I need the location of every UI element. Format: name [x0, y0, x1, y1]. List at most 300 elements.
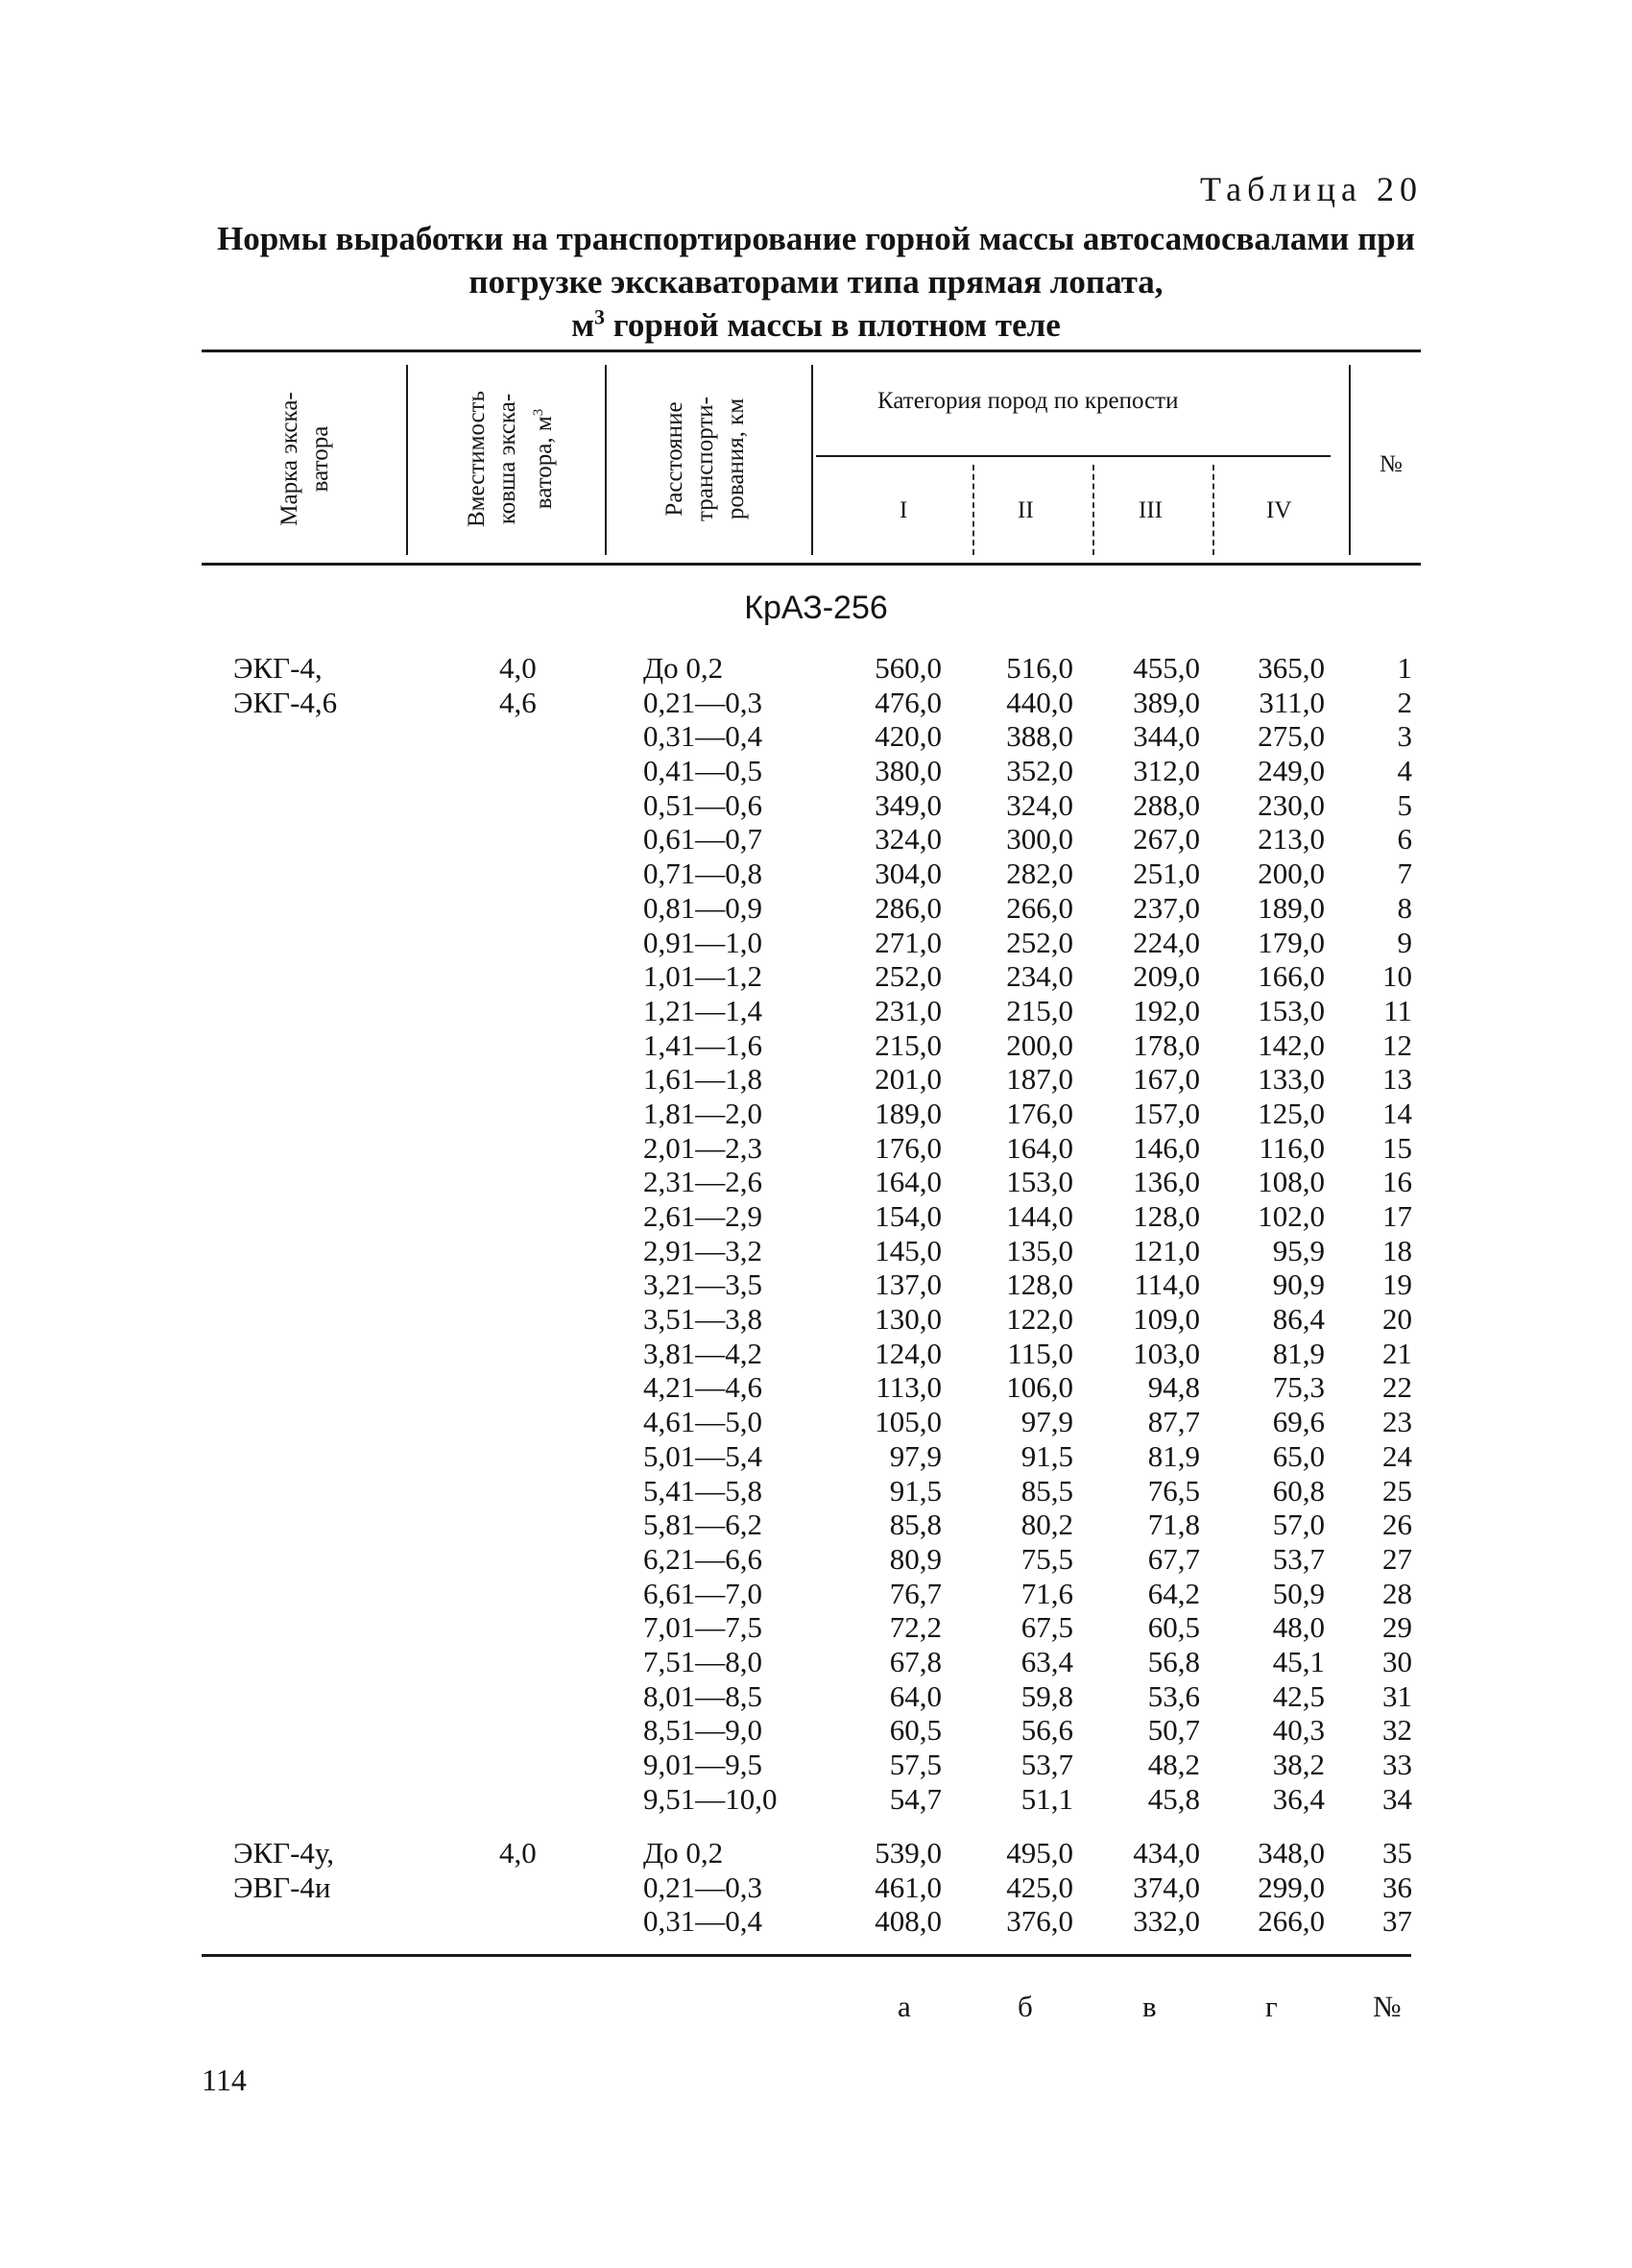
cell-cat2: 71,6 [1020, 1576, 1073, 1610]
cell-distance: 0,41—0,5 [643, 754, 762, 788]
cell-cat4: 65,0 [1272, 1438, 1325, 1473]
cell-cat4: 95,9 [1272, 1233, 1325, 1267]
cell-cat3: 48,2 [1147, 1748, 1200, 1781]
cell-cat2: 63,4 [1020, 1644, 1073, 1678]
cell-number: 22 [1382, 1370, 1412, 1405]
cell-cat1: 105,0 [875, 1405, 942, 1439]
table-row [0, 1370, 1632, 1405]
cell-cat1: 420,0 [875, 719, 942, 754]
header-distance: Расстояние транспорти- рования, км [661, 397, 749, 521]
cell-number: 14 [1382, 1096, 1412, 1130]
cell-number: 37 [1382, 1904, 1412, 1939]
cell-cat4: 142,0 [1258, 1027, 1325, 1062]
cell-cat1: 286,0 [875, 890, 942, 925]
table-row [0, 1199, 1632, 1234]
cell-distance: 0,31—0,4 [643, 719, 762, 754]
cell-number: 1 [1397, 651, 1412, 685]
cell-distance: 0,31—0,4 [643, 1904, 762, 1939]
cell-cat3: 128,0 [1133, 1199, 1200, 1233]
table-row [0, 994, 1632, 1028]
cell-cat3: 109,0 [1133, 1302, 1200, 1337]
cell-cat4: 75,3 [1272, 1370, 1325, 1405]
cell-cat2: 164,0 [1006, 1130, 1073, 1165]
table-row [0, 719, 1632, 754]
cell-cat3: 87,7 [1147, 1405, 1200, 1439]
cell-number: 6 [1397, 822, 1412, 857]
cell-number: 17 [1382, 1199, 1412, 1233]
cell-cat4: 108,0 [1258, 1165, 1325, 1199]
cell-cat3: 374,0 [1133, 1870, 1200, 1904]
cell-cat1: 72,2 [889, 1610, 942, 1645]
cell-cat3: 53,6 [1147, 1678, 1200, 1713]
cell-cat2: 440,0 [1006, 685, 1073, 719]
header-top-rule [202, 350, 1421, 352]
cell-cat1: 154,0 [875, 1199, 942, 1233]
cell-distance: 5,41—5,8 [643, 1473, 762, 1508]
cell-cat1: 85,8 [889, 1508, 942, 1542]
table-row [0, 1097, 1632, 1131]
cell-cat1: 176,0 [875, 1130, 942, 1165]
cell-cat3: 114,0 [1134, 1267, 1200, 1302]
cell-cat1: 60,5 [889, 1713, 942, 1748]
cell-number: 16 [1382, 1165, 1412, 1199]
page-number: 114 [202, 2063, 247, 2097]
cell-cat4: 266,0 [1258, 1904, 1325, 1939]
cell-distance: 9,01—9,5 [643, 1748, 762, 1781]
cell-cat4: 249,0 [1258, 754, 1325, 788]
cell-distance: 3,51—3,8 [643, 1302, 762, 1337]
table-row [0, 1028, 1632, 1063]
cell-cat2: 106,0 [1006, 1370, 1073, 1405]
cell-cat4: 50,9 [1272, 1576, 1325, 1610]
cell-cat4: 42,5 [1272, 1678, 1325, 1713]
cell-cat3: 60,5 [1147, 1610, 1200, 1645]
table-row [0, 651, 1632, 686]
cell-cat2: 56,6 [1020, 1713, 1073, 1748]
cell-cat3: 167,0 [1133, 1062, 1200, 1097]
table-row [0, 1713, 1632, 1748]
cell-cat1: 201,0 [875, 1062, 942, 1097]
cell-number: 9 [1397, 925, 1412, 959]
cell-cat2: 75,5 [1020, 1541, 1073, 1576]
cell-cat1: 80,9 [889, 1541, 942, 1576]
cell-cat1: 380,0 [875, 754, 942, 788]
table-row [0, 926, 1632, 960]
header-category-4: IV [1266, 497, 1292, 523]
cell-distance: 1,01—1,2 [643, 959, 762, 994]
cell-distance: 8,51—9,0 [643, 1713, 762, 1748]
cell-cat4: 275,0 [1258, 719, 1325, 754]
cell-cat3: 71,8 [1147, 1508, 1200, 1542]
cell-cat4: 153,0 [1258, 993, 1325, 1027]
cell-cat1: 113,0 [876, 1370, 942, 1405]
header-category-group: Категория пород по крепости [877, 388, 1179, 414]
cell-cat2: 187,0 [1006, 1062, 1073, 1097]
cell-number: 35 [1382, 1836, 1412, 1870]
cell-cat2: 115,0 [1007, 1336, 1073, 1370]
block2-model: ЭКГ-4у, ЭВГ-4и [233, 1836, 335, 1904]
footer-letter-b: б [1018, 1990, 1033, 2023]
table-row [0, 1645, 1632, 1679]
block2-rows [0, 1836, 1632, 1939]
cell-number: 3 [1397, 719, 1412, 754]
category-separator-1 [972, 465, 974, 555]
cell-cat3: 64,2 [1147, 1576, 1200, 1610]
cell-cat2: 252,0 [1006, 925, 1073, 959]
table-row [0, 1131, 1632, 1166]
cell-number: 7 [1397, 857, 1412, 891]
cell-cat2: 234,0 [1006, 959, 1073, 994]
cell-cat4: 57,0 [1272, 1508, 1325, 1542]
cell-cat2: 176,0 [1006, 1096, 1073, 1130]
cell-distance: 2,91—3,2 [643, 1233, 762, 1267]
cell-distance: 0,21—0,3 [643, 685, 762, 719]
cell-distance: 1,41—1,6 [643, 1027, 762, 1062]
cell-distance: 1,21—1,4 [643, 993, 762, 1027]
cell-cat2: 495,0 [1006, 1836, 1073, 1870]
cell-cat2: 135,0 [1006, 1233, 1073, 1267]
table-row [0, 1904, 1632, 1939]
header-capacity-sup: 3 [530, 408, 546, 417]
cell-distance: 3,81—4,2 [643, 1336, 762, 1370]
cell-number: 21 [1382, 1336, 1412, 1370]
header-capacity [462, 391, 560, 527]
cell-cat4: 299,0 [1258, 1870, 1325, 1904]
table-row [0, 1405, 1632, 1439]
cell-distance: 0,71—0,8 [643, 857, 762, 891]
cell-number: 4 [1397, 754, 1412, 788]
category-underline [816, 455, 1331, 457]
table-row [0, 1508, 1632, 1542]
cell-cat3: 178,0 [1133, 1027, 1200, 1062]
cell-cat4: 45,1 [1272, 1644, 1325, 1678]
cell-cat4: 81,9 [1272, 1336, 1325, 1370]
footer-letter-v: в [1142, 1990, 1157, 2023]
cell-cat1: 324,0 [875, 822, 942, 857]
cell-cat2: 516,0 [1006, 651, 1073, 685]
cell-number: 31 [1382, 1678, 1412, 1713]
cell-distance: 5,81—6,2 [643, 1508, 762, 1542]
cell-number: 36 [1382, 1870, 1412, 1904]
cell-cat4: 40,3 [1272, 1713, 1325, 1748]
cell-cat2: 376,0 [1006, 1904, 1073, 1939]
table-row [0, 1782, 1632, 1817]
group-title: КрАЗ-256 [744, 590, 888, 626]
table-label: Таблица 20 [1200, 170, 1423, 208]
table-row [0, 822, 1632, 857]
cell-cat1: 189,0 [875, 1096, 942, 1130]
cell-number: 28 [1382, 1576, 1412, 1610]
table-row [0, 891, 1632, 926]
cell-cat4: 200,0 [1258, 857, 1325, 891]
category-separator-2 [1092, 465, 1094, 555]
block1-capacity: 4,0 4,6 [499, 651, 537, 719]
cell-cat3: 389,0 [1133, 685, 1200, 719]
table-row [0, 959, 1632, 994]
cell-distance: 2,01—2,3 [643, 1130, 762, 1165]
title-unit-sup: 3 [594, 304, 606, 329]
header-category-2: II [1018, 497, 1034, 523]
cell-cat3: 94,8 [1147, 1370, 1200, 1405]
cell-distance: 0,51—0,6 [643, 787, 762, 822]
cell-cat2: 266,0 [1006, 890, 1073, 925]
cell-cat2: 59,8 [1020, 1678, 1073, 1713]
cell-distance: 0,21—0,3 [643, 1870, 762, 1904]
table-row [0, 1165, 1632, 1199]
cell-cat1: 252,0 [875, 959, 942, 994]
cell-distance: 0,91—1,0 [643, 925, 762, 959]
cell-cat4: 213,0 [1258, 822, 1325, 857]
cell-number: 29 [1382, 1610, 1412, 1645]
cell-number: 13 [1382, 1062, 1412, 1097]
cell-cat3: 434,0 [1133, 1836, 1200, 1870]
cell-cat3: 251,0 [1133, 857, 1200, 891]
header-category-3: III [1139, 497, 1163, 523]
cell-number: 33 [1382, 1748, 1412, 1781]
cell-cat3: 344,0 [1133, 719, 1200, 754]
cell-number: 19 [1382, 1267, 1412, 1302]
cell-cat3: 455,0 [1133, 651, 1200, 685]
cell-cat3: 76,5 [1147, 1473, 1200, 1508]
cell-cat3: 192,0 [1133, 993, 1200, 1027]
cell-cat2: 200,0 [1006, 1027, 1073, 1062]
cell-distance: 1,61—1,8 [643, 1062, 762, 1097]
cell-cat2: 51,1 [1020, 1781, 1073, 1816]
cell-cat1: 539,0 [875, 1836, 942, 1870]
cell-cat2: 128,0 [1006, 1267, 1073, 1302]
cell-number: 18 [1382, 1233, 1412, 1267]
cell-cat2: 153,0 [1006, 1165, 1073, 1199]
header-separator-4 [1349, 365, 1351, 555]
cell-cat1: 54,7 [889, 1781, 942, 1816]
cell-cat1: 67,8 [889, 1644, 942, 1678]
cell-distance: 2,31—2,6 [643, 1165, 762, 1199]
cell-number: 34 [1382, 1781, 1412, 1816]
cell-distance: 4,61—5,0 [643, 1405, 762, 1439]
cell-cat1: 461,0 [875, 1870, 942, 1904]
cell-cat2: 324,0 [1006, 787, 1073, 822]
cell-distance: 3,21—3,5 [643, 1267, 762, 1302]
cell-cat4: 116,0 [1259, 1130, 1325, 1165]
cell-cat3: 56,8 [1147, 1644, 1200, 1678]
cell-cat1: 271,0 [875, 925, 942, 959]
cell-cat3: 50,7 [1147, 1713, 1200, 1748]
cell-distance: 7,01—7,5 [643, 1610, 762, 1645]
cell-number: 15 [1382, 1130, 1412, 1165]
cell-cat2: 67,5 [1020, 1610, 1073, 1645]
footer-letter-a: а [898, 1990, 911, 2023]
cell-cat1: 124,0 [875, 1336, 942, 1370]
header-model: Марка экска- ватора [276, 392, 333, 526]
cell-cat4: 179,0 [1258, 925, 1325, 959]
block1-rows [0, 651, 1632, 1816]
cell-cat4: 365,0 [1258, 651, 1325, 685]
cell-cat2: 144,0 [1006, 1199, 1073, 1233]
table-row [0, 1474, 1632, 1508]
cell-cat2: 53,7 [1020, 1748, 1073, 1781]
table-row [0, 1679, 1632, 1714]
cell-cat4: 38,2 [1272, 1748, 1325, 1781]
cell-distance: До 0,2 [643, 651, 724, 685]
block1-model: ЭКГ-4, ЭКГ-4,6 [233, 651, 338, 719]
cell-number: 8 [1397, 890, 1412, 925]
cell-cat2: 215,0 [1006, 993, 1073, 1027]
cell-cat3: 224,0 [1133, 925, 1200, 959]
cell-cat3: 267,0 [1133, 822, 1200, 857]
table-row [0, 1870, 1632, 1905]
cell-cat1: 304,0 [875, 857, 942, 891]
cell-cat4: 311,0 [1259, 685, 1325, 719]
cell-cat3: 288,0 [1133, 787, 1200, 822]
cell-cat3: 45,8 [1147, 1781, 1200, 1816]
cell-cat3: 121,0 [1133, 1233, 1200, 1267]
cell-cat1: 215,0 [875, 1027, 942, 1062]
cell-number: 32 [1382, 1713, 1412, 1748]
cell-distance: 2,61—2,9 [643, 1199, 762, 1233]
cell-cat4: 48,0 [1272, 1610, 1325, 1645]
table-row [0, 1062, 1632, 1097]
cell-cat1: 64,0 [889, 1678, 942, 1713]
cell-cat2: 300,0 [1006, 822, 1073, 857]
cell-distance: 5,01—5,4 [643, 1438, 762, 1473]
table-row [0, 754, 1632, 788]
cell-cat4: 102,0 [1258, 1199, 1325, 1233]
footer-rule [202, 1954, 1411, 1957]
cell-number: 27 [1382, 1541, 1412, 1576]
cell-cat4: 53,7 [1272, 1541, 1325, 1576]
cell-cat4: 125,0 [1258, 1096, 1325, 1130]
cell-cat2: 352,0 [1006, 754, 1073, 788]
cell-cat2: 91,5 [1020, 1438, 1073, 1473]
category-separator-3 [1212, 465, 1214, 555]
cell-distance: 6,61—7,0 [643, 1576, 762, 1610]
table-row [0, 1577, 1632, 1611]
cell-cat3: 103,0 [1133, 1336, 1200, 1370]
cell-cat4: 166,0 [1258, 959, 1325, 994]
cell-cat1: 145,0 [875, 1233, 942, 1267]
cell-cat4: 90,9 [1272, 1267, 1325, 1302]
cell-cat1: 349,0 [875, 787, 942, 822]
cell-distance: 4,21—4,6 [643, 1370, 762, 1405]
header-bottom-rule [202, 563, 1421, 566]
cell-cat2: 122,0 [1006, 1302, 1073, 1337]
cell-number: 26 [1382, 1508, 1412, 1542]
title-unit: м [571, 306, 595, 344]
header-separator-1 [406, 365, 408, 555]
cell-cat4: 69,6 [1272, 1405, 1325, 1439]
cell-distance: 0,81—0,9 [643, 890, 762, 925]
cell-number: 12 [1382, 1027, 1412, 1062]
table-title [211, 217, 1421, 347]
cell-cat1: 408,0 [875, 1904, 942, 1939]
cell-distance: 7,51—8,0 [643, 1644, 762, 1678]
cell-number: 10 [1382, 959, 1412, 994]
cell-cat3: 136,0 [1133, 1165, 1200, 1199]
cell-cat3: 157,0 [1133, 1096, 1200, 1130]
cell-cat4: 86,4 [1272, 1302, 1325, 1337]
header-separator-3 [811, 365, 813, 555]
table-row [0, 1439, 1632, 1474]
cell-number: 2 [1397, 685, 1412, 719]
cell-cat1: 130,0 [875, 1302, 942, 1337]
title-tail: горной массы в плотном теле [605, 306, 1061, 344]
cell-cat4: 189,0 [1258, 890, 1325, 925]
cell-cat3: 67,7 [1147, 1541, 1200, 1576]
cell-distance: 6,21—6,6 [643, 1541, 762, 1576]
cell-cat1: 76,7 [889, 1576, 942, 1610]
cell-number: 25 [1382, 1473, 1412, 1508]
cell-cat1: 164,0 [875, 1165, 942, 1199]
title-main: Нормы выработки на транспортирование горной массы автосамосвалами при погрузке экскаваторами типа прямая лопата, [217, 220, 1415, 301]
table-row [0, 788, 1632, 823]
cell-cat4: 230,0 [1258, 787, 1325, 822]
cell-cat3: 209,0 [1133, 959, 1200, 994]
cell-distance: 8,01—8,5 [643, 1678, 762, 1713]
cell-cat3: 237,0 [1133, 890, 1200, 925]
cell-cat3: 312,0 [1133, 754, 1200, 788]
cell-cat2: 85,5 [1020, 1473, 1073, 1508]
cell-distance: 9,51—10,0 [643, 1781, 778, 1816]
cell-cat1: 231,0 [875, 993, 942, 1027]
header-category-1: I [900, 497, 908, 523]
cell-cat1: 560,0 [875, 651, 942, 685]
table-row [0, 857, 1632, 891]
cell-distance: 0,61—0,7 [643, 822, 762, 857]
header-separator-2 [605, 365, 607, 555]
table-row [0, 1748, 1632, 1782]
table-row [0, 1836, 1632, 1870]
cell-cat1: 97,9 [889, 1438, 942, 1473]
cell-cat2: 282,0 [1006, 857, 1073, 891]
cell-distance: До 0,2 [643, 1836, 724, 1870]
table-row [0, 1267, 1632, 1302]
cell-cat1: 137,0 [875, 1267, 942, 1302]
table-row [0, 1610, 1632, 1645]
cell-cat3: 81,9 [1147, 1438, 1200, 1473]
cell-cat2: 425,0 [1006, 1870, 1073, 1904]
cell-number: 5 [1397, 787, 1412, 822]
header-capacity-text: Вместимость ковша экска- ватора, м [463, 391, 558, 527]
cell-cat3: 146,0 [1133, 1130, 1200, 1165]
table-row [0, 1337, 1632, 1371]
table-row [0, 686, 1632, 720]
cell-number: 23 [1382, 1405, 1412, 1439]
cell-number: 20 [1382, 1302, 1412, 1337]
cell-cat2: 80,2 [1020, 1508, 1073, 1542]
footer-number: № [1373, 1990, 1402, 2023]
cell-cat4: 133,0 [1258, 1062, 1325, 1097]
cell-cat2: 97,9 [1020, 1405, 1073, 1439]
cell-distance: 1,81—2,0 [643, 1096, 762, 1130]
cell-cat2: 388,0 [1006, 719, 1073, 754]
footer-letter-g: г [1265, 1990, 1278, 2023]
cell-cat4: 348,0 [1258, 1836, 1325, 1870]
header-number: № [1380, 451, 1403, 477]
table-row [0, 1302, 1632, 1337]
cell-cat1: 91,5 [889, 1473, 942, 1508]
cell-cat4: 36,4 [1272, 1781, 1325, 1816]
cell-cat4: 60,8 [1272, 1473, 1325, 1508]
cell-cat1: 476,0 [875, 685, 942, 719]
table-row [0, 1542, 1632, 1577]
table-row [0, 1234, 1632, 1268]
cell-number: 24 [1382, 1438, 1412, 1473]
cell-number: 30 [1382, 1644, 1412, 1678]
cell-cat3: 332,0 [1133, 1904, 1200, 1939]
cell-cat1: 57,5 [889, 1748, 942, 1781]
block2-capacity: 4,0 [499, 1836, 537, 1870]
cell-number: 11 [1383, 993, 1412, 1027]
